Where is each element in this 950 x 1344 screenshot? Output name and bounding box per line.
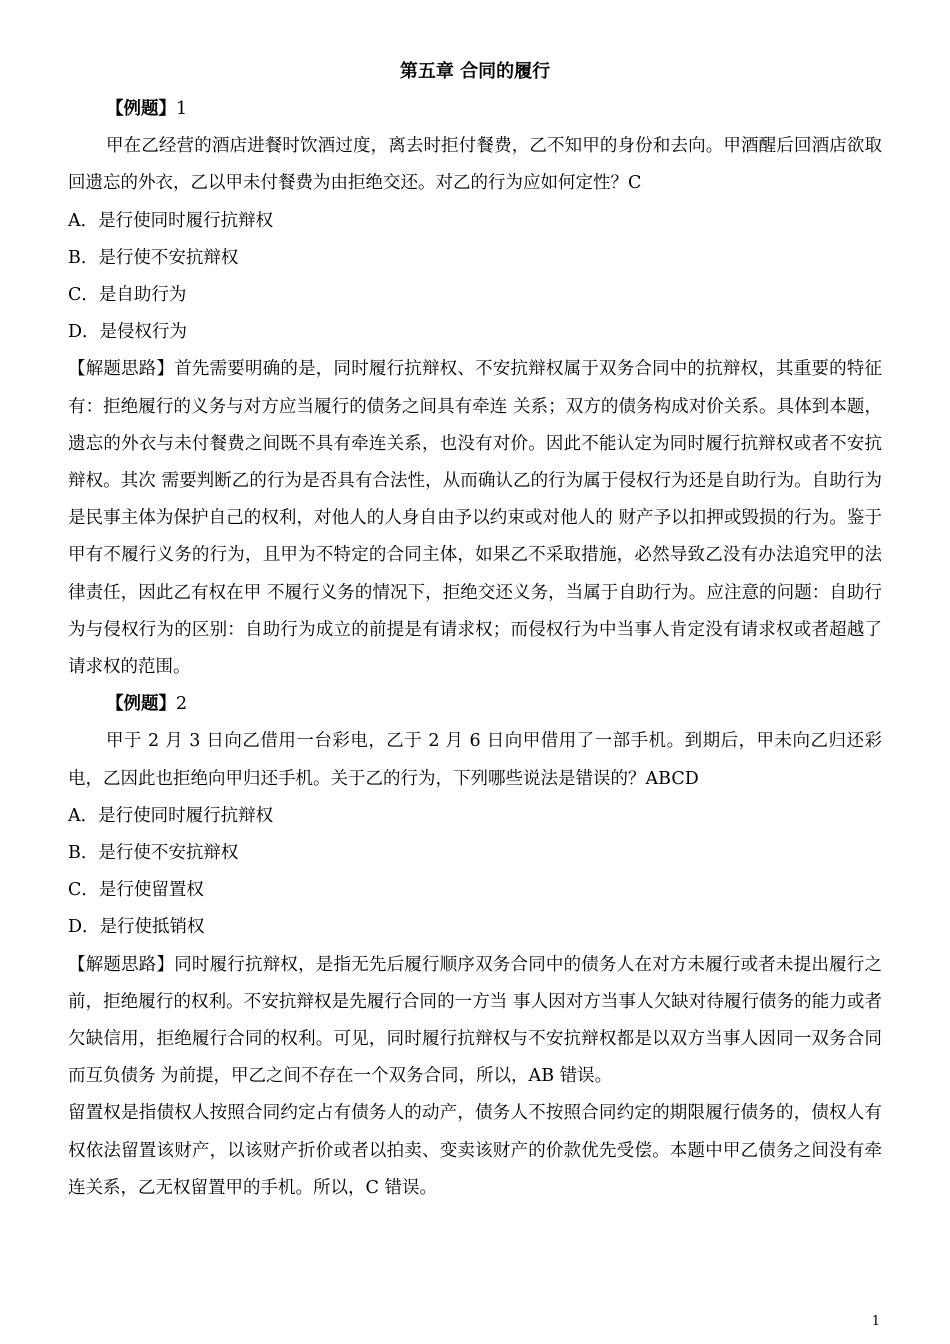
question-text: 甲在乙经营的酒店进餐时饮酒过度，离去时拒付餐费，乙不知甲的身份和去向。甲酒醒后回酒店欲取回遗忘的外衣，乙以甲未付餐费为由拒绝交还。对乙的行为应如何定性？C xyxy=(68,136,882,194)
option-d: D．是行使抵销权 xyxy=(68,917,205,938)
example-number: 1 xyxy=(176,99,188,119)
example-heading xyxy=(68,686,882,723)
analysis-paragraph: 留置权是指债权人按照合同约定占有债务人的动产，债务人不按照合同约定的期限履行债务的，债权人有权依法留置该财产，以该财产折价或者以拍卖、变卖该财产的价款优先受偿。本题中甲乙债务之间没有牵连关系，乙无权留置甲的手机。所以，C 错误。 xyxy=(68,1103,882,1198)
option-b: B．是行使不安抗辩权 xyxy=(68,843,239,864)
example-number: 2 xyxy=(176,694,188,715)
option-a: A．是行使同时履行抗辩权 xyxy=(68,805,274,826)
example-heading xyxy=(68,91,882,128)
document-body xyxy=(68,91,882,1207)
option-a: A．是行使同时履行抗辩权 xyxy=(68,210,274,231)
analysis-paragraph: 【解题思路】同时履行抗辩权，是指无先后履行顺序双务合同中的债务人在对方未履行或者未提出履行之前，拒绝履行的权利。不安抗辩权是先履行合同的一方当 事人因对方当事人欠缺对待履行债务的能力或者欠缺信用，拒绝履行合同的权利。可见，同时履行抗辩权与不安抗辩权都是以双方当事人因同一双务合同而互负债务 为前提，甲乙之间不存在一个双务合同，所以，AB 错误。 xyxy=(68,954,882,1087)
option-b: B．是行使不安抗辩权 xyxy=(68,247,239,268)
analysis-paragraph: 【解题思路】首先需要明确的是，同时履行抗辩权、不安抗辩权属于双务合同中的抗辩权，其重要的特征有：拒绝履行的义务与对方应当履行的债务之间具有牵连 关系；双方的债务构成对价关系。具体到本题，遗忘的外衣与未付餐费之间既不具有牵连关系，也没有对价。因此不能认定为同时履行抗辩权或者不安抗辩权。其次 需要判断乙的行为是否具有合法性，从而确认乙的行为属于侵权行为还是自助行为。自助行为是民事主体为保护自己的权利，对他人的人身自由予以约束或对他人的 财产予以扣押或毁损的行为。鉴于甲有不履行义务的行为，且甲为不特定的合同主体，如果乙不采取措施，必然导致乙没有办法追究甲的法律责任，因此乙有权在甲 不履行义务的情况下，拒绝交还义务，当属于自助行为。应注意的问题：自助行为与侵权行为的区别：自助行为成立的前提是有请求权；而侵权行为中当事人肯定没有请求权或者超越了请求权的范围。 xyxy=(68,359,882,678)
example-label: 【例题】 xyxy=(106,99,176,119)
option-d: D．是侵权行为 xyxy=(68,322,188,343)
page-number: 1 xyxy=(871,1314,880,1329)
chapter-title: 第五章 合同的履行 xyxy=(399,61,551,82)
option-c: C．是自助行为 xyxy=(68,285,187,306)
option-c: C．是行使留置权 xyxy=(68,880,204,901)
question-text: 甲于 2 月 3 日向乙借用一台彩电，乙于 2 月 6 日向甲借用了一部手机。到期后，甲未向乙归还彩电，乙因此也拒绝向甲归还手机。关于乙的行为，下列哪些说法是错误的？ABCD xyxy=(68,731,882,789)
example-label: 【例题】 xyxy=(106,694,176,715)
